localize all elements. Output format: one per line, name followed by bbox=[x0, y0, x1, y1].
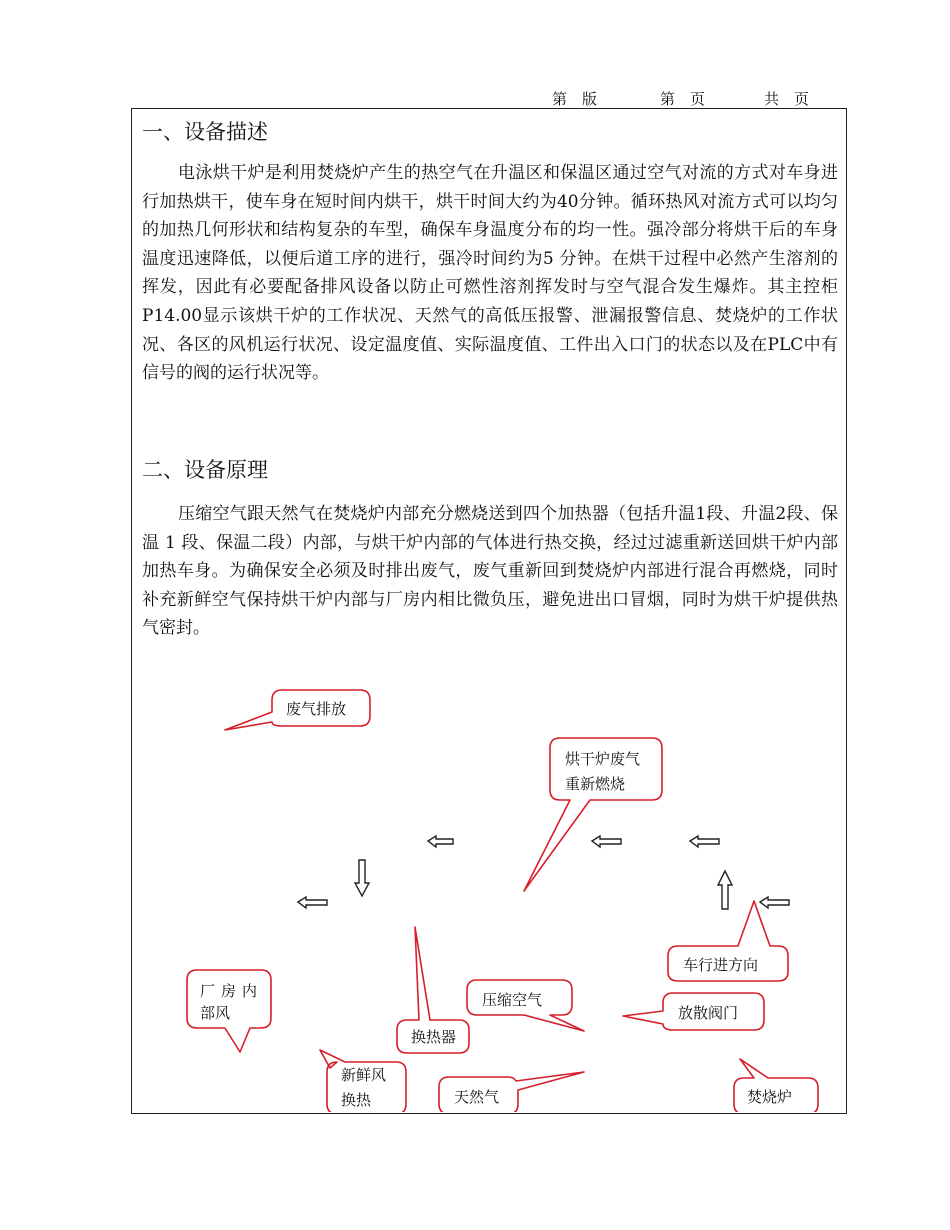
arrow-left-4 bbox=[298, 897, 327, 908]
total-pages-label: 共 页 bbox=[764, 90, 810, 108]
section1-body: 电泳烘干炉是利用焚烧炉产生的热空气在升温区和保温区通过空气对流的方式对车身进行加热烘干，使车身在短时间内烘干，烘干时间大约为40分钟。循环热风对流方式可以均匀的加热几何形状和结构复杂的车型，确保车身温度分布的均一性。强冷部分将烘干后的车身温度迅速降低，以便后道工序的进行，强冷时间约为5 分钟。在烘干过程中必然产生溶剂的挥发，因此有必要配备排风设备以防止可燃性溶剂挥发时与空气混合发生爆炸。其主控柜P14.00显示该烘干炉的工作状况、天然气的高低压报警、泄漏报警信息、焚烧炉的工作状况、各区的风机运行状况、设定温度值、实际温度值、工件出入口门的状态以及在PLC中有信号的阀的运行状况等。 bbox=[142, 163, 838, 384]
section2-body: 压缩空气跟天然气在焚烧炉内部充分燃烧送到四个加热器（包括升温1段、升温2段、保温 1 段、保温二段）内部，与烘干炉内部的气体进行热交换，经过过滤重新送回烘干炉内部加热车身。为确保安全必须及时排出废气，废气重新回到焚烧炉内部进行混合再燃烧，同时补充新鲜空气保持烘干炉内部与厂房内相比微负压，避免进出口冒烟，同时为烘干炉提供热气密封。 bbox=[142, 504, 838, 639]
label-fresh-air-1: 新鲜风 bbox=[341, 1066, 387, 1084]
section1-title: 一、设备描述 bbox=[142, 120, 268, 144]
label-vent-valve: 放散阀门 bbox=[678, 1004, 739, 1022]
label-plant-air-1: 厂房内 bbox=[200, 982, 264, 1000]
arrow-down bbox=[355, 860, 369, 896]
label-fresh-air-2: 换热 bbox=[341, 1091, 372, 1109]
label-heat-exchanger: 换热器 bbox=[411, 1028, 457, 1046]
label-exhaust: 废气排放 bbox=[286, 700, 347, 718]
arrow-up bbox=[718, 871, 732, 909]
section2-title: 二、设备原理 bbox=[142, 458, 268, 482]
edition-label: 第 版 bbox=[552, 90, 598, 108]
arrow-left-2 bbox=[592, 836, 621, 847]
arrow-left-3 bbox=[690, 836, 719, 847]
page-number-label: 第 页 bbox=[660, 90, 706, 108]
drying-oven-diagram bbox=[132, 680, 846, 1112]
label-natural-gas: 天然气 bbox=[454, 1088, 500, 1106]
label-incinerator: 焚烧炉 bbox=[747, 1088, 793, 1106]
label-plant-air-2: 部风 bbox=[200, 1004, 231, 1022]
label-reburn-2: 重新燃烧 bbox=[565, 775, 626, 793]
label-compressed-air: 压缩空气 bbox=[482, 991, 543, 1009]
label-direction: 车行进方向 bbox=[683, 956, 759, 974]
label-reburn-1: 烘干炉废气 bbox=[565, 750, 641, 768]
arrow-left-1 bbox=[428, 836, 453, 847]
arrow-left-5 bbox=[760, 897, 789, 908]
